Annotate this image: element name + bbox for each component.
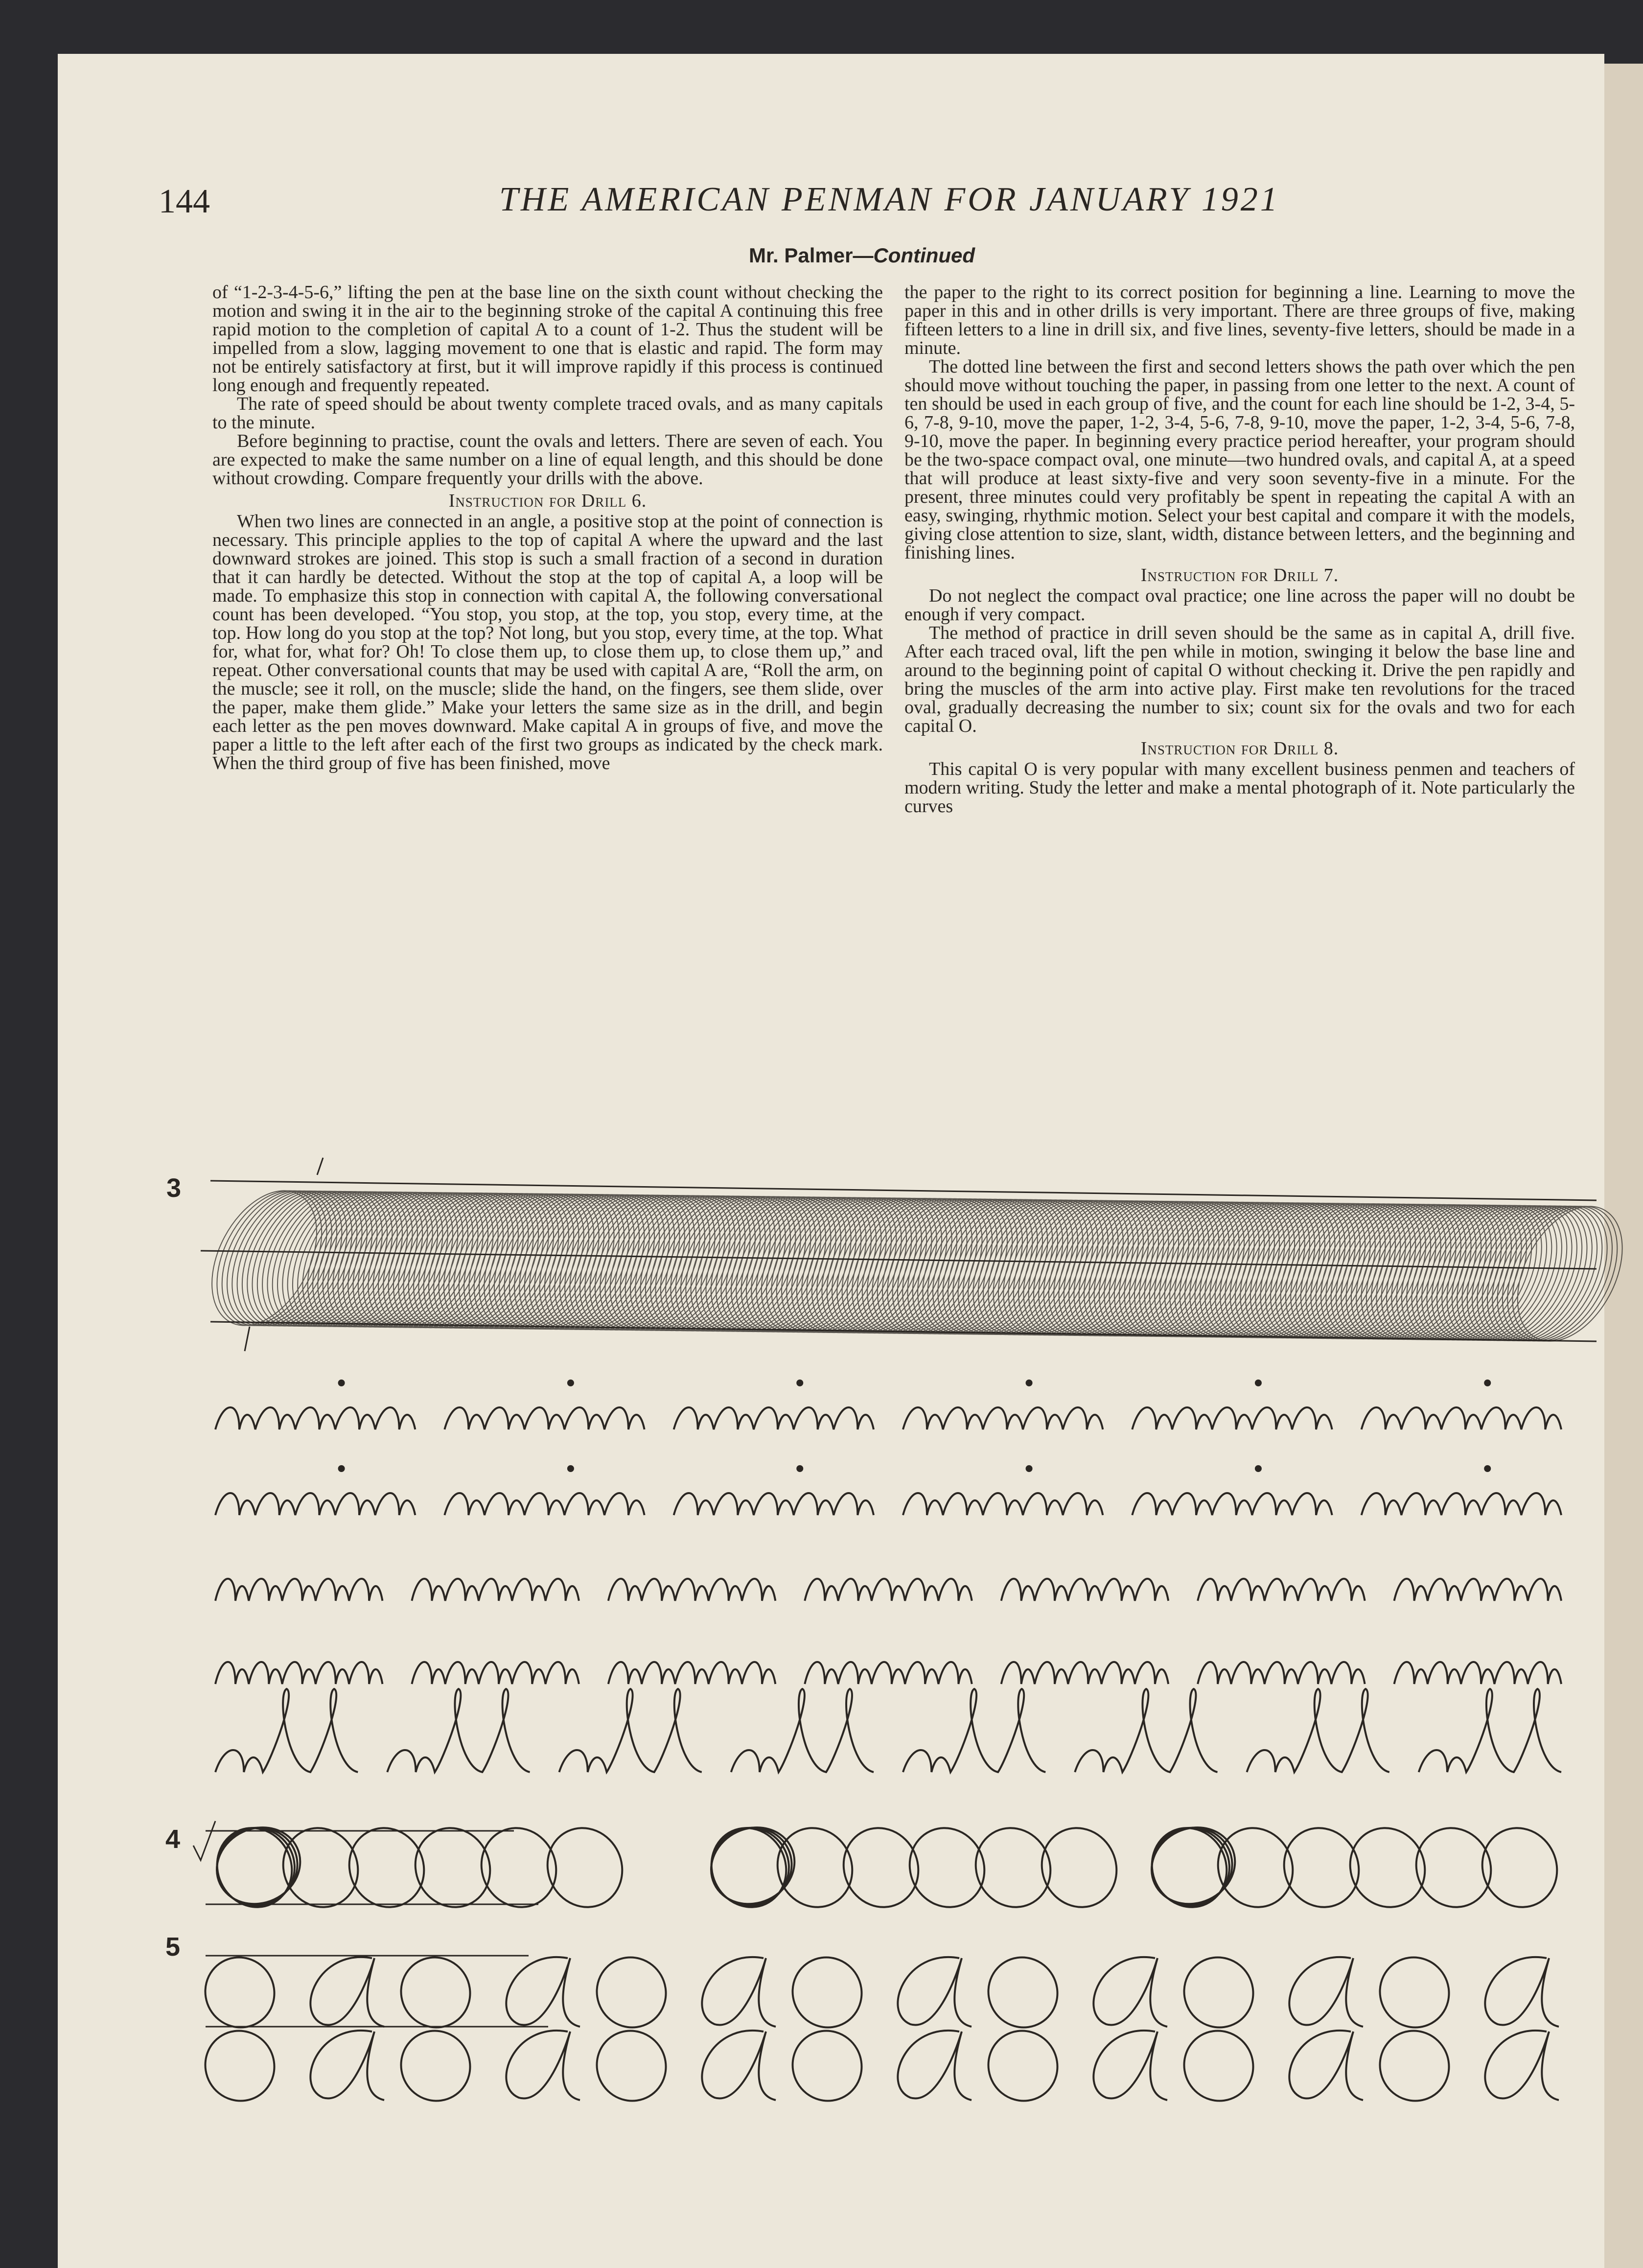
capital-a [1485, 1957, 1559, 2027]
capital-o [1403, 1816, 1504, 1919]
script-word-stroke [215, 1407, 415, 1429]
i-dot [797, 1380, 802, 1385]
script-word-stroke [903, 1689, 1045, 1772]
script-word-stroke [1132, 1493, 1332, 1515]
capital-a [1289, 2031, 1363, 2100]
capital-o [1367, 1945, 1461, 2040]
capital-o [897, 1816, 997, 1919]
script-word-stroke [1001, 1662, 1168, 1684]
capital-o [975, 1945, 1070, 2040]
capital-o [192, 1945, 287, 2040]
script-word-stroke [1362, 1493, 1561, 1515]
script-word-stroke [1247, 1689, 1389, 1772]
script-word-rows [215, 1380, 1561, 1772]
i-dot [1027, 1380, 1032, 1385]
capital-a [506, 1957, 580, 2027]
script-word-stroke [444, 1493, 644, 1515]
drill-number-4: 4 [165, 1824, 181, 1854]
heading-drill-7: Instruction for Drill 7. [1140, 565, 1339, 585]
script-word-stroke [412, 1579, 579, 1601]
script-word-stroke [731, 1689, 874, 1772]
script-word-stroke [215, 1579, 382, 1601]
script-word-stroke [387, 1689, 530, 1772]
capital-o [584, 1945, 678, 2040]
capital-o [388, 1945, 483, 2040]
i-dot [568, 1466, 573, 1471]
capital-o [1205, 1816, 1305, 1919]
left-paragraph-3: Before beginning to practise, count the ovals and letters. There are seven of each. You are expected to make the same number on a line of equal length, and this should be done without crowding. Compare frequently your drills with the above. [212, 431, 883, 489]
script-word-stroke [444, 1407, 644, 1429]
script-word-stroke [805, 1579, 972, 1601]
heading-drill-6: Instruction for Drill 6. [448, 491, 647, 511]
capital-o-a-drill [192, 1945, 1559, 2114]
script-word-stroke [805, 1662, 972, 1684]
script-word-stroke [903, 1493, 1103, 1515]
running-head: THE AMERICAN PENMAN FOR JANUARY 1921 [499, 181, 1280, 218]
script-word-stroke [412, 1662, 579, 1684]
section-author: Mr. Palmer— [749, 244, 874, 267]
right-paragraph-1: the paper to the right to its correct position for beginning a line. Learning to move the paper in this and in other drills is very important. There are three groups of five, making fifteen letters to a line in drill six, and five lines, seventy-five letters, should be made in a minute. [904, 282, 1575, 358]
capital-o [764, 1816, 865, 1919]
script-word-stroke [559, 1689, 702, 1772]
capital-o [1171, 1945, 1266, 2040]
capital-a [310, 2031, 384, 2100]
i-dot [1256, 1466, 1261, 1471]
script-word-stroke [608, 1662, 775, 1684]
section-continued: Continued [873, 244, 975, 267]
script-word-stroke [1394, 1579, 1561, 1601]
right-paragraph-4: The method of practice in drill seven should be the same as in capital A, drill five. After each traced oval, lift the pen while in motion, swinging it below the base line and around to the beginning point of capital O without checking it. Drive the pen rapidly and bring the muscles of the arm into active play. First make ten revolutions for the traced oval, gradually decreasing the number to six; count six for the ovals and two for each capital O. [904, 623, 1575, 736]
capital-a [1093, 1957, 1167, 2027]
script-word-stroke [1419, 1689, 1561, 1772]
capital-a [898, 2031, 972, 2100]
i-dot [797, 1466, 802, 1471]
capital-o [975, 2018, 1070, 2114]
script-word-stroke [1075, 1689, 1217, 1772]
capital-o [534, 1816, 635, 1919]
i-dot [339, 1380, 344, 1385]
capital-o [1337, 1816, 1437, 1919]
capital-a [310, 1957, 384, 2027]
capital-o [1171, 2018, 1266, 2114]
capital-a [1093, 2031, 1167, 2100]
script-word-stroke [903, 1407, 1103, 1429]
script-word-stroke [608, 1579, 775, 1601]
capital-o [1271, 1816, 1371, 1919]
capital-o [1469, 1816, 1570, 1919]
i-dot [1485, 1466, 1490, 1471]
script-word-stroke [1362, 1407, 1561, 1429]
script-word-stroke [1001, 1579, 1168, 1601]
script-word-stroke [215, 1493, 415, 1515]
capital-o [831, 1816, 931, 1919]
capital-a [702, 2031, 776, 2100]
i-dot [339, 1466, 344, 1471]
capital-o [584, 2018, 678, 2114]
capital-a [506, 2031, 580, 2100]
drill-number-5: 5 [165, 1932, 181, 1962]
script-word-stroke [1198, 1579, 1365, 1601]
capital-a [702, 1957, 776, 2027]
script-word-stroke [215, 1662, 382, 1684]
left-paragraph-4: When two lines are connected in an angle, a positive stop at the point of connection is necessary. This principle applies to the top of capital A where the upward and the last downward strokes are joined. This stop is such a small fraction of a second in duration that it can hardly be detected. Without the stop at the top of capital A, a loop will be made. To emphasize this stop in connection with capital A, the following conversational count has been developed. “You stop, you stop, at the top, you stop, every time, at the top. How long do you stop at the top? Not long, but you stop, every time, at the top. What for, what for, what for? Oh! To close them up, to close them up, to close them up,” and repeat. Other conversational counts that may be used with capital A are, “Roll the arm, on the muscle; see it roll, on the muscle; slide the hand, on the fingers, see them slide, over the paper, make them glide.” Make your letters the same size as in the drill, and begin each letter as the pen moves downward. Make capital A in groups of five, and move the paper a little to the left after each of the first two groups as indicated by the check mark. When the third group of five has been finished, move [212, 511, 883, 773]
capital-o [1029, 1816, 1129, 1919]
i-dot [1256, 1380, 1261, 1385]
script-word-stroke [674, 1493, 874, 1515]
right-paragraph-5: This capital O is very popular with many excellent business penmen and teachers of modern writing. Study the letter and make a mental photograph of it. Note particularly the curves [904, 759, 1575, 817]
script-word-stroke [1132, 1407, 1332, 1429]
left-paragraph-1: of “1-2-3-4-5-6,” lifting the pen at the base line on the sixth count without checking the motion and swing it in the air to the beginning stroke of the capital A continuing this free rapid motion to the completion of capital A to a count of 1-2. Thus the student will be impelled from a slow, lagging movement to one that is elastic and rapid. The form may not be entirely satisfactory at first, but it will improve rapidly if this process is continued long enough and frequently repeated. [212, 282, 883, 396]
right-paragraph-3: Do not neglect the compact oval practice; one line across the paper will no doubt be enough if very compact. [904, 585, 1575, 625]
capital-a [1485, 2031, 1559, 2100]
capital-o [963, 1816, 1063, 1919]
i-dot [568, 1380, 573, 1385]
i-dot [1027, 1466, 1032, 1471]
drill-number-3: 3 [166, 1173, 182, 1203]
script-word-stroke [1394, 1662, 1561, 1684]
capital-a [898, 1957, 972, 2027]
capital-o [780, 1945, 874, 2040]
script-word-stroke [1198, 1662, 1365, 1684]
capital-o [388, 2018, 483, 2114]
script-word-stroke [215, 1689, 358, 1772]
heading-drill-8: Instruction for Drill 8. [1140, 738, 1339, 759]
capital-o [780, 2018, 874, 2114]
capital-o [1367, 2018, 1461, 2114]
page-number: 144 [159, 183, 210, 220]
capital-a [1289, 1957, 1363, 2027]
i-dot [1485, 1380, 1490, 1385]
right-paragraph-2: The dotted line between the first and second letters shows the path over which the pen should move without touching the paper, in passing from one letter to the next. A count of ten should be used in each group of five, and the count for each line should be 1-2, 3-4, 5-6, 7-8, 9-10, move the paper, 1-2, 3-4, 5-6, 7-8, 9-10, move the paper, 1-2, 3-4, 5-6, 7-8, 9-10, move the paper. In beginning every practice period hereafter, your program should be the two-space compact oval, one minute—two hundred ovals, and capital A, at a speed that will produce at least sixty-five and very soon seventy-five in a minute. For the present, three minutes could very profitably be spent in repeating the capital A with an easy, swinging, rhythmic motion. Select your best capital and compare it with the models, giving close attention to size, slant, width, distance between letters, and the beginning and finishing lines. [904, 356, 1575, 563]
script-word-stroke [674, 1407, 874, 1429]
left-paragraph-2: The rate of speed should be about twenty complete traced ovals, and as many capitals to the minute. [212, 394, 883, 433]
capital-o [192, 2018, 287, 2114]
